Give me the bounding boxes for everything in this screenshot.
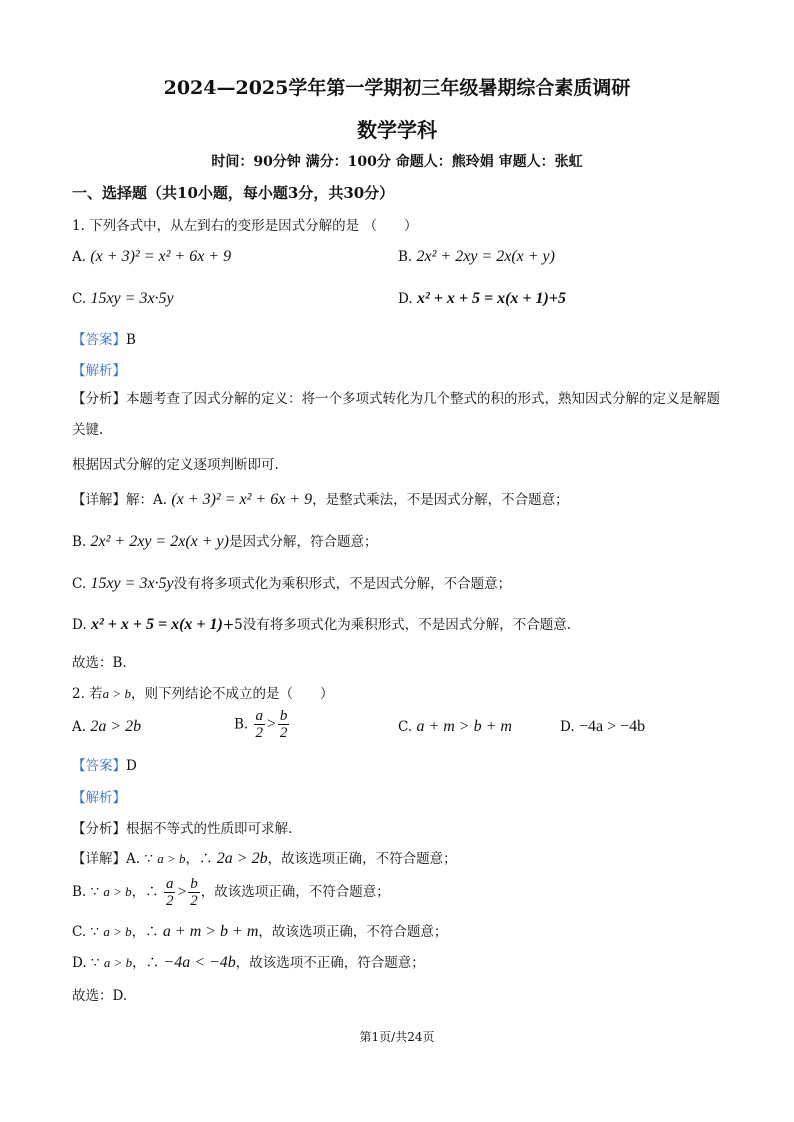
- detail-plus: +5: [222, 617, 243, 633]
- q1-conclusion: 故选：B.: [72, 655, 127, 671]
- q2-option-d: [560, 718, 645, 736]
- q2-detail-d: [72, 951, 425, 972]
- option-label: B.: [234, 716, 249, 733]
- denominator: 2: [255, 725, 264, 741]
- denominator: 2: [279, 725, 288, 741]
- greater-than: >: [176, 883, 188, 901]
- detail-text: ，故该选项不正确，符合题意；: [235, 955, 425, 971]
- q2-fenxi: [72, 817, 292, 837]
- q1-fenxi: [72, 384, 724, 446]
- therefore: ，∴: [131, 924, 163, 940]
- q1-detail-d: [72, 613, 571, 634]
- detail-text: 是因式分解，符合题意；: [228, 534, 378, 550]
- denominator: 2: [190, 893, 198, 909]
- therefore: ，∴: [131, 884, 163, 900]
- detail-expression: x² + x + 5 = x(x + 1): [90, 616, 223, 633]
- option-label: C.: [72, 291, 87, 307]
- option-expression: (x + 3)² = x² + 6x + 9: [90, 248, 232, 265]
- numerator: b: [279, 708, 288, 724]
- option-expression: a + m > b + m: [416, 718, 512, 735]
- answer-tag: 【答案】: [72, 332, 126, 348]
- q1-analysis-heading: [72, 359, 126, 379]
- q2-option-a: [72, 718, 141, 736]
- answer-tag: 【答案】: [72, 758, 126, 774]
- q2-detail-a: [72, 847, 457, 868]
- fenxi-tag: 【分析】: [72, 391, 126, 407]
- q2-option-c: [398, 718, 512, 736]
- denominator: 2: [165, 893, 174, 909]
- detail-text: 没有将多项式化为乘积形式，不是因式分解，不合题意.: [242, 617, 572, 633]
- greater-than: >: [266, 715, 277, 733]
- q2-answer: [72, 754, 137, 774]
- option-label: C.: [398, 719, 413, 735]
- detail-prefix: D.: [72, 617, 91, 633]
- stem-expression: a > b: [102, 686, 131, 701]
- option-expression: 15xy = 3x·5y: [90, 290, 174, 307]
- fraction: [254, 708, 266, 741]
- q1-detail-b: [72, 530, 377, 551]
- option-label: A.: [72, 249, 87, 265]
- numerator: a: [255, 708, 264, 724]
- therefore: ，∴: [185, 851, 217, 867]
- option-label: D.: [560, 719, 575, 735]
- option-label: A.: [72, 719, 87, 735]
- page-number: 第1页/共24页: [359, 1030, 435, 1044]
- q2-analysis-heading: [72, 786, 126, 806]
- q2-option-b: [234, 708, 290, 741]
- fraction: [164, 876, 176, 909]
- option-label: D.: [398, 291, 413, 307]
- detail-prefix: B. ∵: [72, 884, 104, 900]
- section-heading: 一、选择题（共10小题，每小题3分，共30分）: [72, 184, 395, 202]
- option-expression: 2x² + 2xy = 2x(x + y): [416, 248, 555, 265]
- subject-title: 数学学科: [357, 118, 437, 142]
- detail-expression: 15xy = 3x·5y: [90, 575, 174, 592]
- condition: a > b: [157, 851, 186, 866]
- condition: a > b: [103, 884, 132, 899]
- detail-text: ，故该选项正确，不符合题意；: [200, 884, 390, 900]
- therefore: ，∴: [132, 955, 164, 971]
- q1-option-b: [398, 248, 555, 266]
- q1-option-c: [72, 290, 174, 308]
- detail-expression: (x + 3)² = x² + 6x + 9: [171, 491, 313, 508]
- detail-prefix: A. ∵: [126, 851, 158, 867]
- exam-title: 2024—2025学年第一学期初三年级暑期综合素质调研: [163, 77, 631, 99]
- q1-detail-a: [72, 488, 569, 509]
- detail-expression: 2x² + 2xy = 2x(x + y): [90, 533, 229, 550]
- numerator: b: [190, 876, 198, 892]
- option-expression: x² + x + 5 = x(x + 1)+5: [416, 290, 566, 307]
- q2-conclusion: 故选：D.: [72, 988, 128, 1004]
- detail-prefix: B.: [72, 534, 91, 550]
- q1-answer: [72, 328, 136, 348]
- fraction: [278, 708, 290, 741]
- detail-tag: 【详解】: [72, 492, 126, 508]
- analysis-tag: 【解析】: [72, 790, 126, 806]
- q1-method: 根据因式分解的定义逐项判断即可.: [72, 457, 279, 473]
- detail-prefix: 解：A.: [126, 492, 172, 508]
- q1-option-a: [72, 248, 231, 266]
- detail-text: ，是整式乘法，不是因式分解，不合题意；: [312, 492, 569, 508]
- option-label: B.: [398, 249, 413, 265]
- option-expression: 2a > 2b: [90, 718, 142, 735]
- fenxi-text: 根据不等式的性质即可求解.: [126, 821, 293, 837]
- detail-text: 没有将多项式化为乘积形式，不是因式分解，不合题意；: [173, 576, 512, 592]
- detail-prefix: C.: [72, 576, 91, 592]
- answer-value: D: [126, 758, 137, 774]
- detail-expression: −4a < −4b: [163, 954, 236, 971]
- fenxi-tag: 【分析】: [72, 821, 126, 837]
- detail-expression: a + m > b + m: [162, 923, 259, 940]
- detail-expression: 2a > 2b: [216, 850, 268, 867]
- numerator: a: [165, 876, 174, 892]
- q2-detail-c: [72, 920, 447, 941]
- fenxi-text: 本题考查了因式分解的定义：将一个多项式转化为几个整式的积的形式，熟知因式分解的定义是解题关键.: [72, 391, 720, 438]
- stem-prefix: 2. 若: [72, 686, 103, 702]
- option-expression: −4a > −4b: [578, 718, 646, 735]
- condition: a > b: [103, 924, 132, 939]
- exam-meta: 时间：90分钟 满分：100分 命题人：熊玲娟 审题人：张虹: [211, 154, 583, 170]
- detail-prefix: C. ∵: [72, 924, 104, 940]
- condition: a > b: [103, 955, 133, 970]
- q2-detail-b: [72, 876, 390, 909]
- detail-tag: 【详解】: [72, 851, 126, 867]
- answer-value: B: [126, 332, 136, 348]
- detail-prefix: D. ∵: [72, 955, 104, 971]
- question-2-stem: [72, 682, 333, 702]
- detail-text: ，故该选项正确，不符合题意；: [258, 924, 448, 940]
- q1-detail-c: [72, 572, 511, 593]
- analysis-tag: 【解析】: [72, 363, 126, 379]
- fraction: [188, 876, 200, 909]
- stem-suffix: ，则下列结论不成立的是（ ）: [130, 686, 334, 702]
- question-1-stem: 1. 下列各式中，从左到右的变形是因式分解的是 （ ）: [72, 218, 418, 234]
- detail-text: ，故该选项正确，不符合题意；: [267, 851, 457, 867]
- q1-option-d: [398, 290, 566, 308]
